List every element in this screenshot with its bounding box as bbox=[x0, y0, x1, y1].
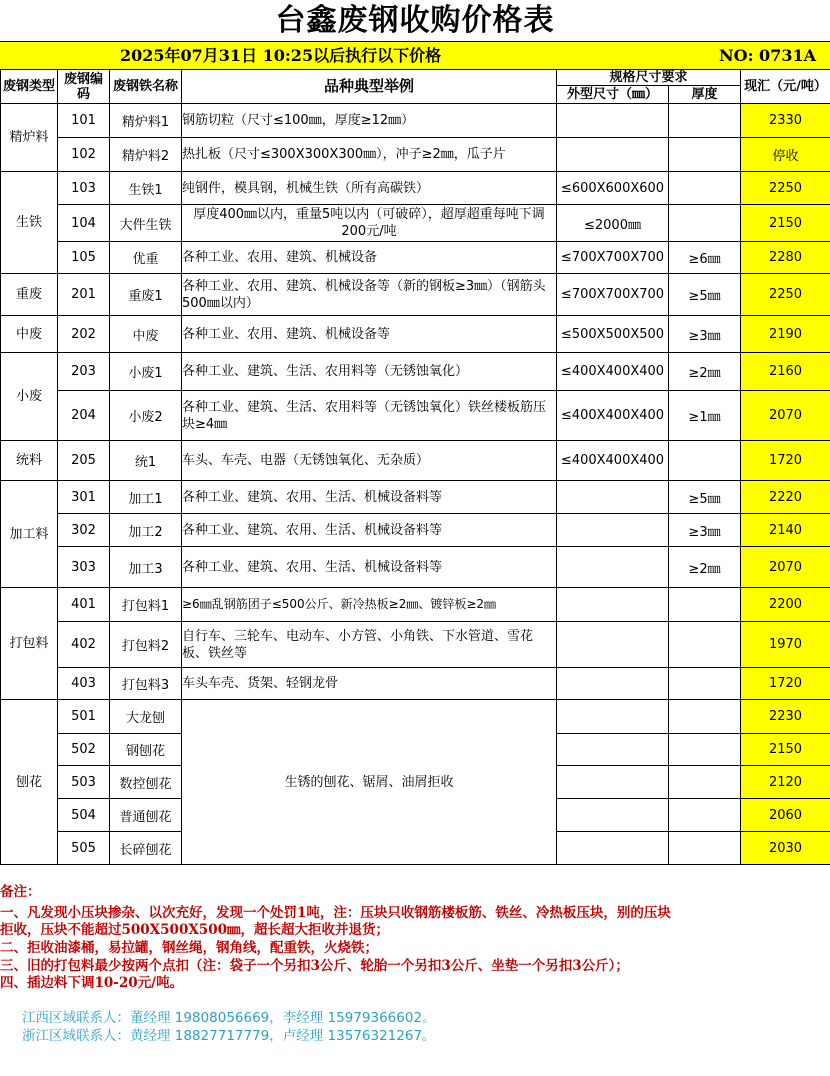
header-spec: 规格尺寸要求 bbox=[557, 70, 741, 86]
row-price: 2070 bbox=[741, 547, 830, 588]
row-desc: 钢筋切粒（尺寸≤100㎜，厚度≥12㎜） bbox=[182, 104, 557, 138]
table-row bbox=[1, 668, 830, 700]
row-type: 刨花 bbox=[1, 700, 58, 865]
row-thickness bbox=[669, 441, 741, 481]
row-desc: 自行车、三轮车、电动车、小方管、小角铁、下水管道、雪花板、铁丝等 bbox=[182, 622, 557, 668]
table-row bbox=[1, 441, 830, 481]
row-desc: 各种工业、农用、建筑、机械设备 bbox=[182, 242, 557, 274]
row-desc: 车头、车壳、电器（无锈蚀氧化、无杂质） bbox=[182, 441, 557, 481]
row-type: 生铁 bbox=[1, 172, 58, 274]
row-code: 301 bbox=[58, 481, 110, 514]
row-code: 203 bbox=[58, 353, 110, 391]
contact-jiangxi: 江西区域联系人：董经理 19808056669，李经理 15979366602。 bbox=[22, 1010, 436, 1026]
row-code: 505 bbox=[58, 832, 110, 865]
row-name: 长碎刨花 bbox=[110, 832, 182, 865]
row-desc: 各种工业、农用、建筑、机械设备等（新的钢板≥3㎜）（钢筋头500㎜以内） bbox=[182, 274, 557, 316]
row-name: 小废1 bbox=[110, 353, 182, 391]
row-type: 中废 bbox=[1, 316, 58, 353]
header-thickness: 厚度 bbox=[669, 86, 741, 104]
table-row bbox=[1, 514, 830, 547]
row-name: 钢刨花 bbox=[110, 734, 182, 766]
note-line: 拒收，压块不能超过500X500X500㎜，超长超大拒收并退货； bbox=[0, 922, 389, 938]
row-size: ≤2000㎜ bbox=[557, 205, 669, 242]
row-code: 403 bbox=[58, 668, 110, 700]
row-name: 生铁1 bbox=[110, 172, 182, 205]
row-size: ≤700X700X700 bbox=[557, 242, 669, 274]
row-price: 2120 bbox=[741, 766, 830, 799]
row-code: 302 bbox=[58, 514, 110, 547]
row-name: 中废 bbox=[110, 316, 182, 353]
row-size: ≤700X700X700 bbox=[557, 274, 669, 316]
row-size: ≤500X500X500 bbox=[557, 316, 669, 353]
header-size: 外型尺寸（㎜） bbox=[557, 86, 669, 104]
row-price: 2250 bbox=[741, 274, 830, 316]
row-price: 2160 bbox=[741, 353, 830, 391]
table-row bbox=[1, 242, 830, 274]
row-code: 105 bbox=[58, 242, 110, 274]
row-thickness: ≥5㎜ bbox=[669, 481, 741, 514]
row-code: 401 bbox=[58, 588, 110, 622]
table-row bbox=[1, 700, 830, 734]
row-name: 普通刨花 bbox=[110, 799, 182, 832]
row-size bbox=[557, 104, 669, 138]
row-size bbox=[557, 766, 669, 799]
row-price: 2150 bbox=[741, 734, 830, 766]
row-code: 502 bbox=[58, 734, 110, 766]
table-row bbox=[1, 622, 830, 668]
row-price: 2230 bbox=[741, 700, 830, 734]
row-thickness bbox=[669, 104, 741, 138]
row-price: 2280 bbox=[741, 242, 830, 274]
row-name: 打包料1 bbox=[110, 588, 182, 622]
row-size bbox=[557, 799, 669, 832]
table-row bbox=[1, 274, 830, 316]
row-code: 504 bbox=[58, 799, 110, 832]
row-name: 大龙刨 bbox=[110, 700, 182, 734]
row-name: 加工2 bbox=[110, 514, 182, 547]
row-name: 精炉料2 bbox=[110, 138, 182, 172]
row-desc: 车头车壳、货架、轻钢龙骨 bbox=[182, 668, 557, 700]
row-price: 停收 bbox=[741, 138, 830, 172]
header-desc: 品种典型举例 bbox=[182, 70, 557, 104]
row-price: 1720 bbox=[741, 441, 830, 481]
row-name: 优重 bbox=[110, 242, 182, 274]
date-bar bbox=[0, 41, 830, 70]
row-price: 2030 bbox=[741, 832, 830, 865]
header-price: 现汇（元/吨） bbox=[741, 70, 830, 104]
row-desc: 生锈的刨花、锯屑、油屑拒收 bbox=[182, 700, 557, 865]
row-size bbox=[557, 481, 669, 514]
row-thickness bbox=[669, 205, 741, 242]
row-code: 104 bbox=[58, 205, 110, 242]
row-code: 103 bbox=[58, 172, 110, 205]
row-size bbox=[557, 734, 669, 766]
table-row bbox=[1, 588, 830, 622]
row-thickness: ≥1㎜ bbox=[669, 391, 741, 441]
row-code: 204 bbox=[58, 391, 110, 441]
table-row bbox=[1, 391, 830, 441]
table-row bbox=[1, 547, 830, 588]
row-thickness bbox=[669, 668, 741, 700]
row-thickness bbox=[669, 734, 741, 766]
effective-date: 2025年07月31日 10:25以后执行以下价格 bbox=[120, 46, 442, 65]
row-size bbox=[557, 514, 669, 547]
header-code: 废钢编码 bbox=[58, 70, 110, 104]
row-name: 统1 bbox=[110, 441, 182, 481]
note-line: 一、凡发现小压块掺杂、以次充好，发现一个处罚1吨，注：压块只收钢筋楼板筋、铁丝、冷热板压块，别的压块 bbox=[0, 905, 671, 921]
row-size bbox=[557, 588, 669, 622]
row-type: 加工料 bbox=[1, 481, 58, 588]
row-desc: 各种工业、建筑、生活、农用料等（无锈蚀氧化） bbox=[182, 353, 557, 391]
note-line: 四、插边料下调10-20元/吨。 bbox=[0, 975, 184, 991]
header-type: 废钢类型 bbox=[1, 70, 58, 104]
row-code: 101 bbox=[58, 104, 110, 138]
row-size: ≤600X600X600 bbox=[557, 172, 669, 205]
row-name: 大件生铁 bbox=[110, 205, 182, 242]
row-type: 重废 bbox=[1, 274, 58, 316]
row-desc: 厚度400㎜以内，重量5吨以内（可破碎），超厚超重每吨下调200元/吨 bbox=[182, 205, 557, 242]
row-size bbox=[557, 622, 669, 668]
row-thickness bbox=[669, 766, 741, 799]
row-name: 加工1 bbox=[110, 481, 182, 514]
notes-heading: 备注： bbox=[0, 884, 41, 900]
row-desc: ≥6㎜乱钢筋团子≤500公斤、新冷热板≥2㎜、镀锌板≥2㎜ bbox=[182, 588, 557, 622]
row-code: 501 bbox=[58, 700, 110, 734]
row-code: 201 bbox=[58, 274, 110, 316]
row-size bbox=[557, 832, 669, 865]
row-name: 精炉料1 bbox=[110, 104, 182, 138]
row-name: 小废2 bbox=[110, 391, 182, 441]
row-thickness: ≥6㎜ bbox=[669, 242, 741, 274]
row-size: ≤400X400X400 bbox=[557, 353, 669, 391]
header-name: 废钢铁名称 bbox=[110, 70, 182, 104]
table-row bbox=[1, 353, 830, 391]
row-name: 加工3 bbox=[110, 547, 182, 588]
note-line: 二、拒收油漆桶，易拉罐，钢丝绳，钢角线，配重铁，火烧铁； bbox=[0, 940, 378, 956]
contact-zhejiang: 浙江区域联系人：黄经理 18827717779，卢经理 13576321267。 bbox=[22, 1028, 436, 1044]
row-thickness: ≥5㎜ bbox=[669, 274, 741, 316]
row-code: 503 bbox=[58, 766, 110, 799]
row-thickness bbox=[669, 622, 741, 668]
row-desc: 各种工业、建筑、农用、生活、机械设备料等 bbox=[182, 481, 557, 514]
row-size bbox=[557, 547, 669, 588]
row-name: 打包料3 bbox=[110, 668, 182, 700]
row-price: 2330 bbox=[741, 104, 830, 138]
notes-section bbox=[0, 863, 830, 1075]
row-thickness bbox=[669, 138, 741, 172]
row-size bbox=[557, 668, 669, 700]
table-row bbox=[1, 172, 830, 205]
row-type: 小废 bbox=[1, 353, 58, 441]
row-price: 2190 bbox=[741, 316, 830, 353]
row-type: 统料 bbox=[1, 441, 58, 481]
row-thickness: ≥3㎜ bbox=[669, 514, 741, 547]
sheet-title: 台鑫废钢收购价格表 bbox=[275, 3, 555, 38]
row-code: 202 bbox=[58, 316, 110, 353]
row-name: 重废1 bbox=[110, 274, 182, 316]
row-name: 打包料2 bbox=[110, 622, 182, 668]
row-code: 205 bbox=[58, 441, 110, 481]
row-thickness: ≥3㎜ bbox=[669, 316, 741, 353]
row-price: 2070 bbox=[741, 391, 830, 441]
table-row bbox=[1, 104, 830, 138]
table-row bbox=[1, 316, 830, 353]
row-desc: 各种工业、建筑、生活、农用料等（无锈蚀氧化）铁丝楼板筋压块≥4㎜ bbox=[182, 391, 557, 441]
sheet-number: NO: 0731A bbox=[719, 46, 816, 65]
row-thickness bbox=[669, 832, 741, 865]
row-price: 2220 bbox=[741, 481, 830, 514]
row-desc: 各种工业、建筑、农用、生活、机械设备料等 bbox=[182, 514, 557, 547]
row-price: 1720 bbox=[741, 668, 830, 700]
row-thickness bbox=[669, 172, 741, 205]
row-type: 精炉料 bbox=[1, 104, 58, 172]
row-name: 数控刨花 bbox=[110, 766, 182, 799]
row-thickness: ≥2㎜ bbox=[669, 547, 741, 588]
table-row bbox=[1, 138, 830, 172]
table-row bbox=[1, 205, 830, 242]
row-size: ≤400X400X400 bbox=[557, 391, 669, 441]
row-desc: 各种工业、建筑、农用、生活、机械设备料等 bbox=[182, 547, 557, 588]
row-thickness bbox=[669, 588, 741, 622]
price-table bbox=[0, 69, 830, 865]
row-thickness: ≥2㎜ bbox=[669, 353, 741, 391]
row-size: ≤400X400X400 bbox=[557, 441, 669, 481]
row-code: 402 bbox=[58, 622, 110, 668]
row-desc: 热扎板（尺寸≤300X300X300㎜），冲子≥2㎜，瓜子片 bbox=[182, 138, 557, 172]
row-desc: 纯钢件，模具钢，机械生铁（所有高碳铁） bbox=[182, 172, 557, 205]
note-line: 三、旧的打包料最少按两个点扣（注：袋子一个另扣3公斤、轮胎一个另扣3公斤、坐垫一个另扣3公斤）； bbox=[0, 958, 629, 974]
row-price: 1970 bbox=[741, 622, 830, 668]
row-desc: 各种工业、农用、建筑、机械设备等 bbox=[182, 316, 557, 353]
row-price: 2250 bbox=[741, 172, 830, 205]
row-price: 2200 bbox=[741, 588, 830, 622]
row-price: 2150 bbox=[741, 205, 830, 242]
row-size bbox=[557, 700, 669, 734]
row-size bbox=[557, 138, 669, 172]
row-thickness bbox=[669, 799, 741, 832]
row-code: 102 bbox=[58, 138, 110, 172]
row-price: 2060 bbox=[741, 799, 830, 832]
row-price: 2140 bbox=[741, 514, 830, 547]
row-code: 303 bbox=[58, 547, 110, 588]
row-type: 打包料 bbox=[1, 588, 58, 700]
row-thickness bbox=[669, 700, 741, 734]
table-row bbox=[1, 481, 830, 514]
